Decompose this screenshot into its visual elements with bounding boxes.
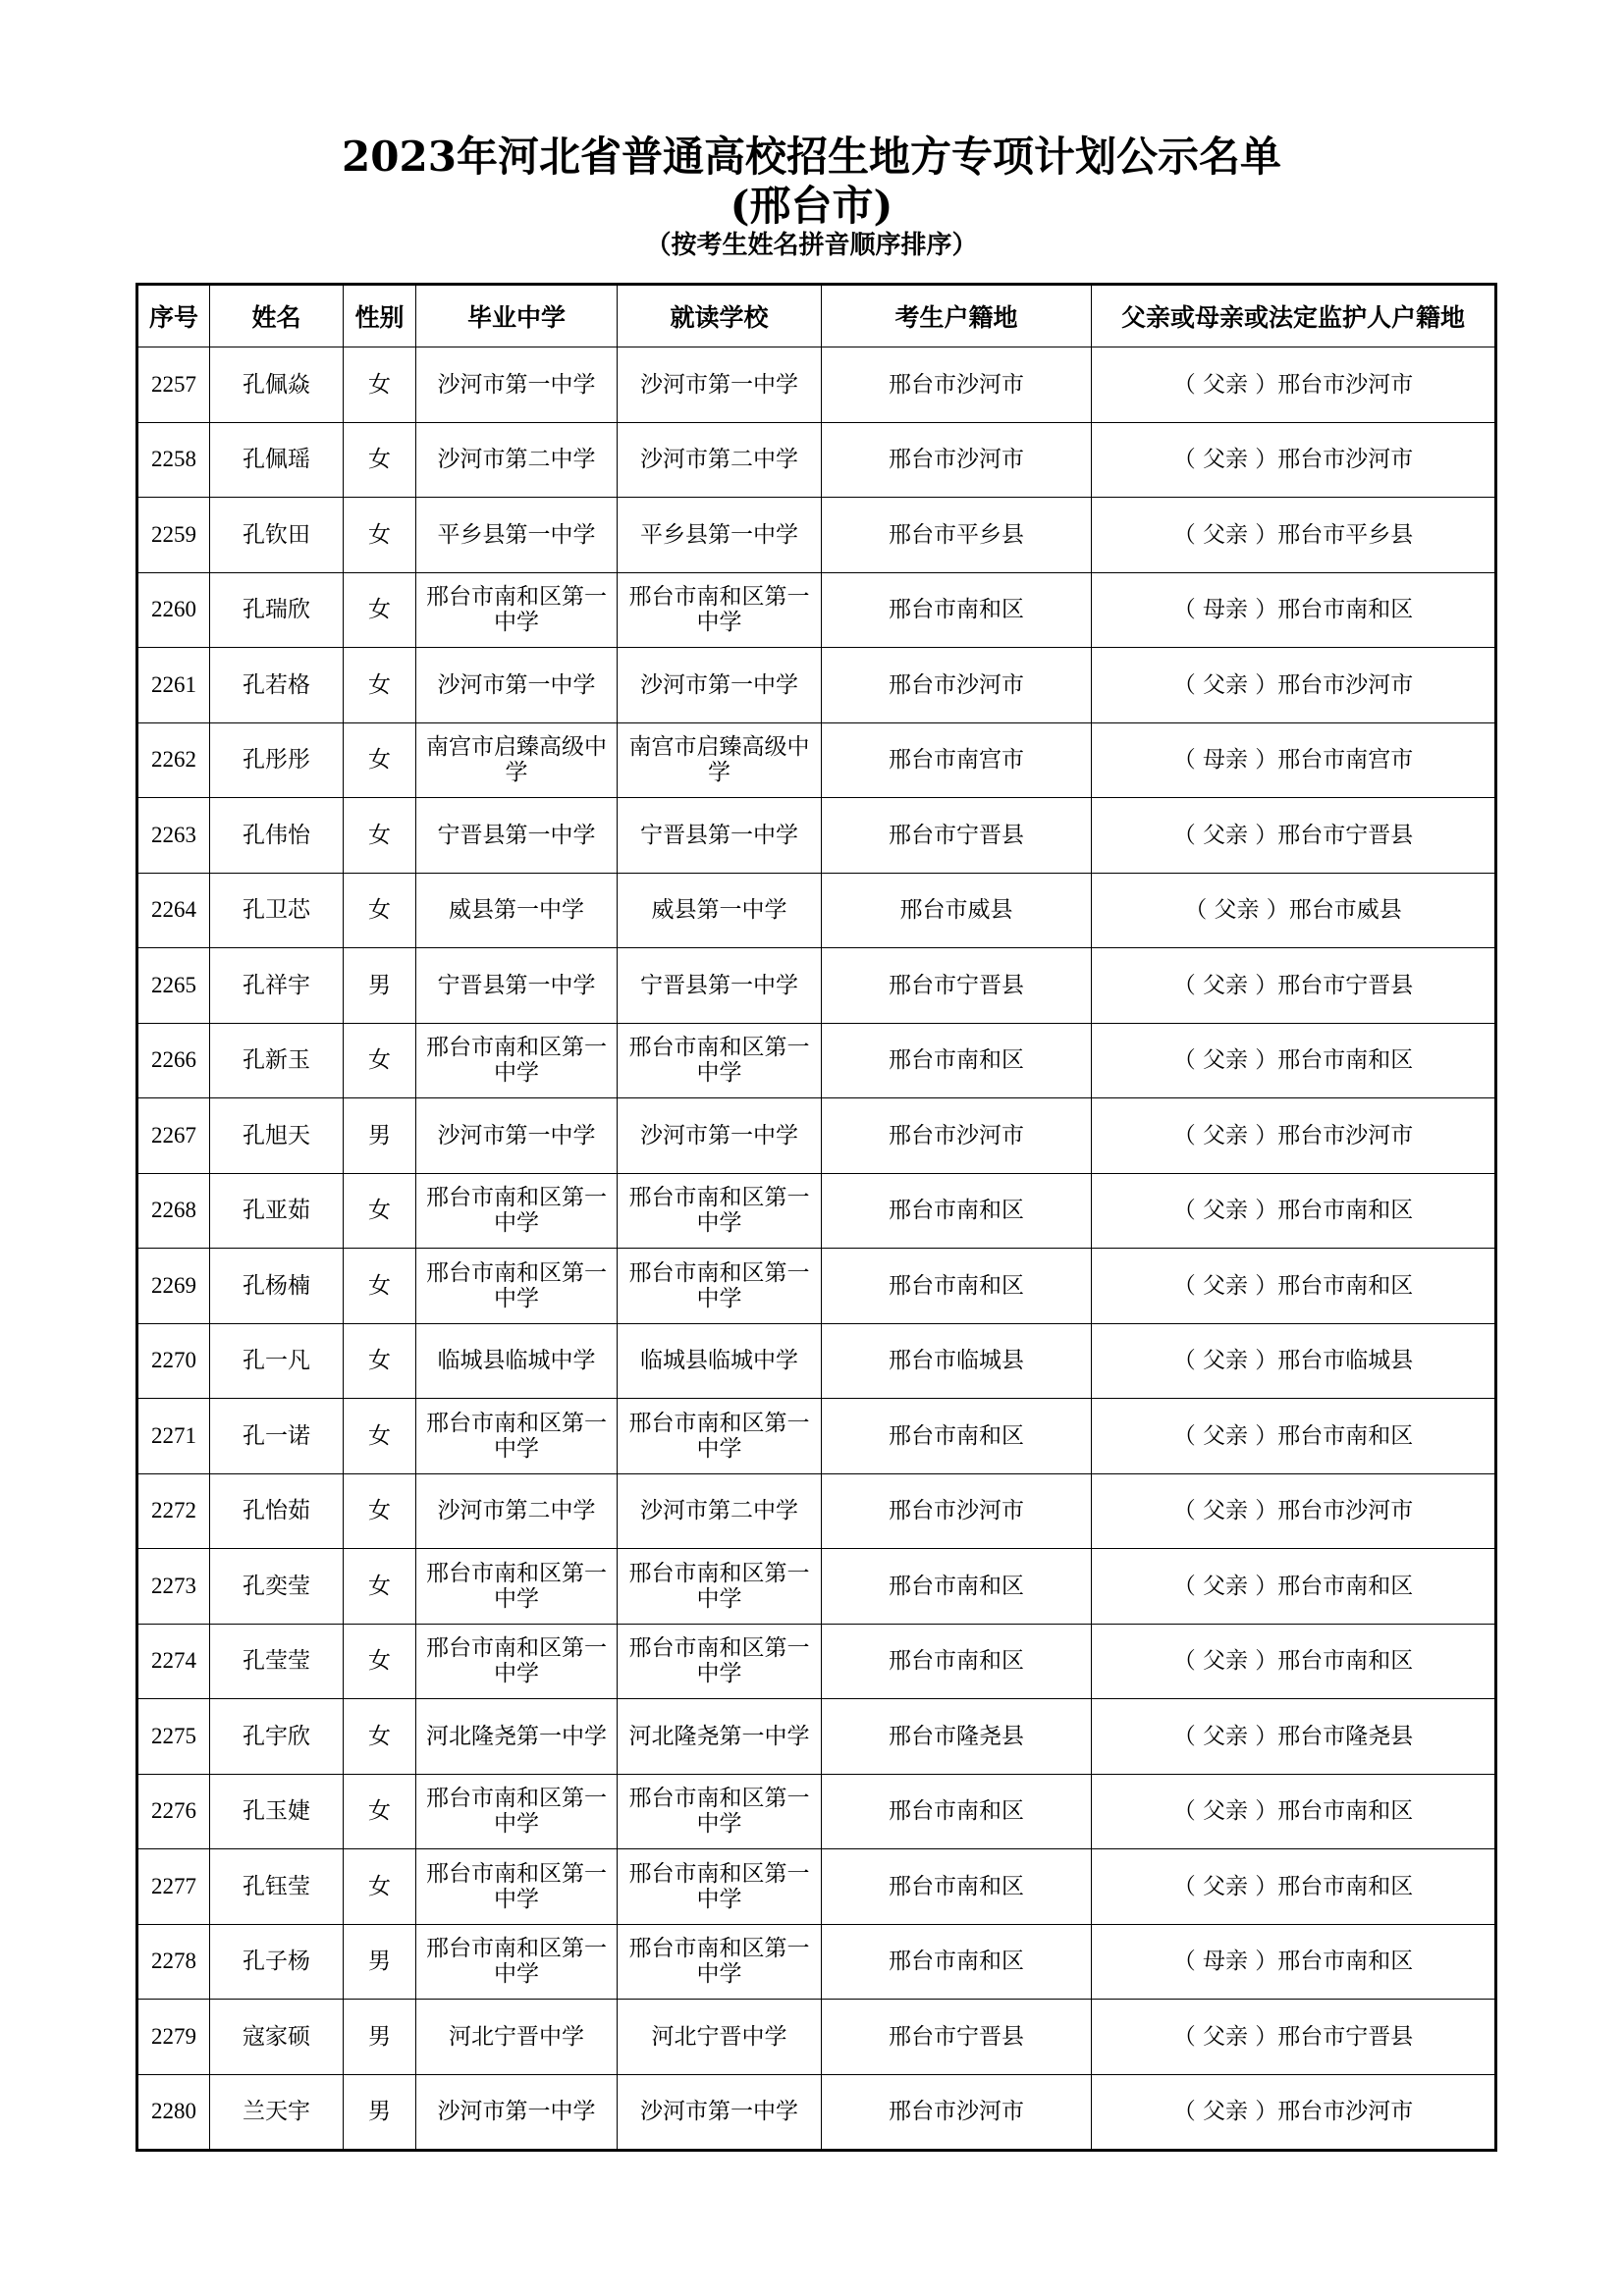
study-school-cell: 沙河市第一中学 [618, 1098, 822, 1174]
grad-school-cell: 沙河市第一中学 [416, 347, 618, 423]
grad-school-cell: 邢台市南和区第一中学 [416, 1849, 618, 1925]
parent-registration-cell: （ 父亲 ）邢台市南和区 [1092, 1624, 1496, 1699]
name-cell: 孔一凡 [210, 1323, 344, 1399]
name-cell: 孔钰莹 [210, 1849, 344, 1925]
grad-school-cell: 临城县临城中学 [416, 1323, 618, 1399]
grad-school-cell: 邢台市南和区第一中学 [416, 1399, 618, 1474]
study-school-cell: 邢台市南和区第一中学 [618, 1023, 822, 1098]
grad-school-cell: 邢台市南和区第一中学 [416, 1924, 618, 2000]
registration-cell: 邢台市沙河市 [822, 347, 1092, 423]
name-cell: 孔旭天 [210, 1098, 344, 1174]
gender-cell: 男 [344, 1924, 416, 2000]
registration-cell: 邢台市临城县 [822, 1323, 1092, 1399]
registration-cell: 邢台市威县 [822, 873, 1092, 948]
grad-school-cell: 南宫市启臻高级中学 [416, 722, 618, 798]
gender-cell: 女 [344, 422, 416, 498]
grad-school-cell: 沙河市第一中学 [416, 1098, 618, 1174]
parent-registration-cell: （ 父亲 ）邢台市威县 [1092, 873, 1496, 948]
registration-cell: 邢台市南和区 [822, 572, 1092, 648]
name-cell: 孔奕莹 [210, 1549, 344, 1625]
gender-cell: 女 [344, 1624, 416, 1699]
seq-cell: 2261 [137, 648, 210, 723]
parent-registration-cell: （ 父亲 ）邢台市沙河市 [1092, 2074, 1496, 2151]
grad-school-cell: 邢台市南和区第一中学 [416, 572, 618, 648]
gender-cell: 女 [344, 1323, 416, 1399]
parent-registration-cell: （ 母亲 ）邢台市南和区 [1092, 572, 1496, 648]
registration-cell: 邢台市南和区 [822, 1023, 1092, 1098]
name-cell: 孔莹莹 [210, 1624, 344, 1699]
column-header-registration: 考生户籍地 [822, 285, 1092, 347]
seq-cell: 2277 [137, 1849, 210, 1925]
seq-cell: 2257 [137, 347, 210, 423]
name-cell: 寇家硕 [210, 2000, 344, 2075]
parent-registration-cell: （ 父亲 ）邢台市平乡县 [1092, 498, 1496, 573]
study-school-cell: 邢台市南和区第一中学 [618, 1924, 822, 2000]
seq-cell: 2264 [137, 873, 210, 948]
registration-cell: 邢台市沙河市 [822, 648, 1092, 723]
seq-cell: 2266 [137, 1023, 210, 1098]
city-subtitle: (邢台市) [730, 182, 893, 230]
gender-cell: 女 [344, 1173, 416, 1249]
registration-cell: 邢台市沙河市 [822, 2074, 1092, 2151]
gender-cell: 男 [344, 2074, 416, 2151]
parent-registration-cell: （ 父亲 ）邢台市宁晋县 [1092, 798, 1496, 874]
gender-cell: 女 [344, 572, 416, 648]
seq-cell: 2269 [137, 1249, 210, 1324]
name-cell: 孔一诺 [210, 1399, 344, 1474]
name-cell: 孔杨楠 [210, 1249, 344, 1324]
study-school-cell: 南宫市启臻高级中学 [618, 722, 822, 798]
table-row [137, 948, 1496, 1024]
table-row [137, 648, 1496, 723]
registration-cell: 邢台市南和区 [822, 1774, 1092, 1849]
name-cell: 孔亚茹 [210, 1173, 344, 1249]
gender-cell: 女 [344, 798, 416, 874]
name-cell: 孔瑞欣 [210, 572, 344, 648]
study-school-cell: 平乡县第一中学 [618, 498, 822, 573]
registration-cell: 邢台市南和区 [822, 1849, 1092, 1925]
gender-cell: 女 [344, 1549, 416, 1625]
grad-school-cell: 宁晋县第一中学 [416, 948, 618, 1024]
grad-school-cell: 威县第一中学 [416, 873, 618, 948]
registration-cell: 邢台市南和区 [822, 1924, 1092, 2000]
grad-school-cell: 邢台市南和区第一中学 [416, 1549, 618, 1625]
parent-registration-cell: （ 父亲 ）邢台市南和区 [1092, 1849, 1496, 1925]
grad-school-cell: 沙河市第一中学 [416, 648, 618, 723]
study-school-cell: 邢台市南和区第一中学 [618, 1173, 822, 1249]
grad-school-cell: 河北宁晋中学 [416, 2000, 618, 2075]
registration-cell: 邢台市沙河市 [822, 1473, 1092, 1549]
study-school-cell: 河北隆尧第一中学 [618, 1699, 822, 1775]
table-header-row [137, 285, 1496, 347]
name-cell: 孔祥宇 [210, 948, 344, 1024]
gender-cell: 男 [344, 2000, 416, 2075]
study-school-cell: 威县第一中学 [618, 873, 822, 948]
table-row [137, 798, 1496, 874]
study-school-cell: 沙河市第二中学 [618, 422, 822, 498]
name-cell: 孔怡茹 [210, 1473, 344, 1549]
name-cell: 兰天宇 [210, 2074, 344, 2151]
table-row [137, 1098, 1496, 1174]
table-row [137, 1849, 1496, 1925]
name-cell: 孔钦田 [210, 498, 344, 573]
registration-cell: 邢台市宁晋县 [822, 2000, 1092, 2075]
grad-school-cell: 邢台市南和区第一中学 [416, 1023, 618, 1098]
gender-cell: 女 [344, 1774, 416, 1849]
parent-registration-cell: （ 父亲 ）邢台市南和区 [1092, 1774, 1496, 1849]
name-cell: 孔卫芯 [210, 873, 344, 948]
grad-school-cell: 邢台市南和区第一中学 [416, 1249, 618, 1324]
grad-school-cell: 邢台市南和区第一中学 [416, 1774, 618, 1849]
table-row [137, 1473, 1496, 1549]
parent-registration-cell: （ 父亲 ）邢台市沙河市 [1092, 422, 1496, 498]
table-row [137, 1399, 1496, 1474]
registration-cell: 邢台市沙河市 [822, 1098, 1092, 1174]
table-row [137, 1249, 1496, 1324]
table-row [137, 1774, 1496, 1849]
column-header-parent-registration: 父亲或母亲或法定监护人户籍地 [1092, 285, 1496, 347]
seq-cell: 2280 [137, 2074, 210, 2151]
seq-cell: 2278 [137, 1924, 210, 2000]
column-header-seq: 序号 [137, 285, 210, 347]
table-row [137, 1173, 1496, 1249]
registration-cell: 邢台市南和区 [822, 1249, 1092, 1324]
table-row [137, 2074, 1496, 2151]
document-title: 2023年河北省普通高校招生地方专项计划公示名单 [342, 133, 1281, 181]
table-row [137, 1624, 1496, 1699]
seq-cell: 2276 [137, 1774, 210, 1849]
registration-cell: 邢台市隆尧县 [822, 1699, 1092, 1775]
grad-school-cell: 沙河市第一中学 [416, 2074, 618, 2151]
seq-cell: 2273 [137, 1549, 210, 1625]
study-school-cell: 沙河市第一中学 [618, 347, 822, 423]
parent-registration-cell: （ 母亲 ）邢台市南和区 [1092, 1924, 1496, 2000]
table-row [137, 498, 1496, 573]
registration-cell: 邢台市宁晋县 [822, 948, 1092, 1024]
study-school-cell: 邢台市南和区第一中学 [618, 1549, 822, 1625]
study-school-cell: 宁晋县第一中学 [618, 948, 822, 1024]
registration-cell: 邢台市南和区 [822, 1399, 1092, 1474]
parent-registration-cell: （ 父亲 ）邢台市临城县 [1092, 1323, 1496, 1399]
registration-cell: 邢台市南和区 [822, 1624, 1092, 1699]
parent-registration-cell: （ 父亲 ）邢台市沙河市 [1092, 1098, 1496, 1174]
registration-cell: 邢台市宁晋县 [822, 798, 1092, 874]
gender-cell: 女 [344, 498, 416, 573]
registration-cell: 邢台市平乡县 [822, 498, 1092, 573]
study-school-cell: 邢台市南和区第一中学 [618, 1849, 822, 1925]
table-row [137, 873, 1496, 948]
parent-registration-cell: （ 母亲 ）邢台市南宫市 [1092, 722, 1496, 798]
gender-cell: 女 [344, 1699, 416, 1775]
gender-cell: 女 [344, 1473, 416, 1549]
seq-cell: 2260 [137, 572, 210, 648]
name-cell: 孔伟怡 [210, 798, 344, 874]
parent-registration-cell: （ 父亲 ）邢台市南和区 [1092, 1549, 1496, 1625]
registration-cell: 邢台市沙河市 [822, 422, 1092, 498]
seq-cell: 2268 [137, 1173, 210, 1249]
seq-cell: 2271 [137, 1399, 210, 1474]
parent-registration-cell: （ 父亲 ）邢台市南和区 [1092, 1173, 1496, 1249]
parent-registration-cell: （ 父亲 ）邢台市沙河市 [1092, 648, 1496, 723]
gender-cell: 女 [344, 873, 416, 948]
gender-cell: 女 [344, 648, 416, 723]
parent-registration-cell: （ 父亲 ）邢台市宁晋县 [1092, 2000, 1496, 2075]
column-header-grad-school: 毕业中学 [416, 285, 618, 347]
grad-school-cell: 邢台市南和区第一中学 [416, 1624, 618, 1699]
registration-cell: 邢台市南和区 [822, 1173, 1092, 1249]
table-row [137, 422, 1496, 498]
study-school-cell: 邢台市南和区第一中学 [618, 1774, 822, 1849]
gender-cell: 女 [344, 347, 416, 423]
gender-cell: 女 [344, 1249, 416, 1324]
sort-note: （按考生姓名拼音顺序排序） [645, 231, 978, 260]
study-school-cell: 临城县临城中学 [618, 1323, 822, 1399]
gender-cell: 女 [344, 1849, 416, 1925]
parent-registration-cell: （ 父亲 ）邢台市隆尧县 [1092, 1699, 1496, 1775]
grad-school-cell: 平乡县第一中学 [416, 498, 618, 573]
name-cell: 孔玉婕 [210, 1774, 344, 1849]
grad-school-cell: 宁晋县第一中学 [416, 798, 618, 874]
table-row [137, 1549, 1496, 1625]
seq-cell: 2263 [137, 798, 210, 874]
name-cell: 孔宇欣 [210, 1699, 344, 1775]
parent-registration-cell: （ 父亲 ）邢台市南和区 [1092, 1249, 1496, 1324]
gender-cell: 男 [344, 1098, 416, 1174]
seq-cell: 2259 [137, 498, 210, 573]
name-cell: 孔佩瑶 [210, 422, 344, 498]
table-row [137, 1924, 1496, 2000]
parent-registration-cell: （ 父亲 ）邢台市沙河市 [1092, 1473, 1496, 1549]
seq-cell: 2265 [137, 948, 210, 1024]
gender-cell: 女 [344, 1023, 416, 1098]
study-school-cell: 沙河市第二中学 [618, 1473, 822, 1549]
seq-cell: 2272 [137, 1473, 210, 1549]
study-school-cell: 邢台市南和区第一中学 [618, 1399, 822, 1474]
name-cell: 孔子杨 [210, 1924, 344, 2000]
seq-cell: 2258 [137, 422, 210, 498]
study-school-cell: 邢台市南和区第一中学 [618, 1624, 822, 1699]
gender-cell: 女 [344, 722, 416, 798]
parent-registration-cell: （ 父亲 ）邢台市宁晋县 [1092, 948, 1496, 1024]
table-row [137, 2000, 1496, 2075]
name-cell: 孔新玉 [210, 1023, 344, 1098]
table-row [137, 1323, 1496, 1399]
seq-cell: 2274 [137, 1624, 210, 1699]
table-row [137, 1699, 1496, 1775]
gender-cell: 女 [344, 1399, 416, 1474]
seq-cell: 2270 [137, 1323, 210, 1399]
study-school-cell: 沙河市第一中学 [618, 2074, 822, 2151]
study-school-cell: 河北宁晋中学 [618, 2000, 822, 2075]
name-cell: 孔佩焱 [210, 347, 344, 423]
column-header-name: 姓名 [210, 285, 344, 347]
seq-cell: 2275 [137, 1699, 210, 1775]
roster-table [135, 283, 1497, 2152]
column-header-study-school: 就读学校 [618, 285, 822, 347]
grad-school-cell: 沙河市第二中学 [416, 1473, 618, 1549]
study-school-cell: 沙河市第一中学 [618, 648, 822, 723]
name-cell: 孔彤彤 [210, 722, 344, 798]
seq-cell: 2267 [137, 1098, 210, 1174]
table-row [137, 572, 1496, 648]
registration-cell: 邢台市南宫市 [822, 722, 1092, 798]
table-row [137, 347, 1496, 423]
table-row [137, 722, 1496, 798]
parent-registration-cell: （ 父亲 ）邢台市南和区 [1092, 1399, 1496, 1474]
study-school-cell: 邢台市南和区第一中学 [618, 1249, 822, 1324]
column-header-gender: 性别 [344, 285, 416, 347]
seq-cell: 2279 [137, 2000, 210, 2075]
seq-cell: 2262 [137, 722, 210, 798]
study-school-cell: 邢台市南和区第一中学 [618, 572, 822, 648]
registration-cell: 邢台市南和区 [822, 1549, 1092, 1625]
grad-school-cell: 沙河市第二中学 [416, 422, 618, 498]
table-row [137, 1023, 1496, 1098]
parent-registration-cell: （ 父亲 ）邢台市南和区 [1092, 1023, 1496, 1098]
grad-school-cell: 河北隆尧第一中学 [416, 1699, 618, 1775]
parent-registration-cell: （ 父亲 ）邢台市沙河市 [1092, 347, 1496, 423]
table-body [137, 347, 1496, 2151]
name-cell: 孔若格 [210, 648, 344, 723]
gender-cell: 男 [344, 948, 416, 1024]
grad-school-cell: 邢台市南和区第一中学 [416, 1173, 618, 1249]
study-school-cell: 宁晋县第一中学 [618, 798, 822, 874]
